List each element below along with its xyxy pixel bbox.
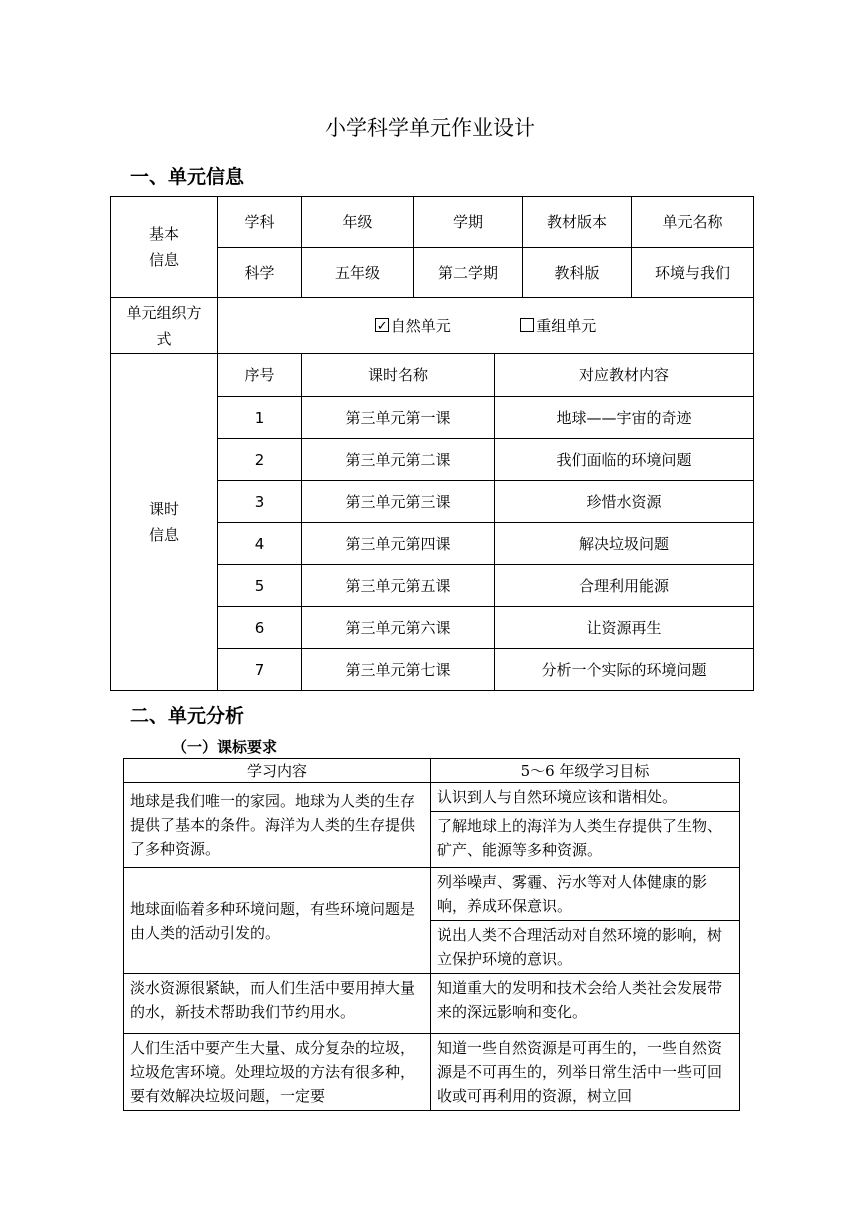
goal-cell: 知道重大的发明和技术会给人类社会发展带来的深远影响和变化。 bbox=[431, 974, 740, 1034]
header-semester: 学期 bbox=[414, 197, 523, 248]
goal-cell: 了解地球上的海洋为人类生存提供了生物、矿产、能源等多种资源。 bbox=[431, 812, 740, 868]
header-learning-content: 学习内容 bbox=[124, 759, 431, 783]
lesson-info-label: 课时 信息 bbox=[111, 354, 218, 691]
header-learning-goals: 5～6 年级学习目标 bbox=[431, 759, 740, 783]
value-textbook: 教科版 bbox=[523, 248, 632, 298]
curriculum-standards-table bbox=[123, 758, 740, 1111]
checkbox-regrouped-unit[interactable] bbox=[520, 318, 534, 332]
lesson-name: 第三单元第五课 bbox=[302, 565, 495, 607]
lesson-name: 第三单元第三课 bbox=[302, 481, 495, 523]
lesson-name: 第三单元第六课 bbox=[302, 607, 495, 649]
value-semester: 第二学期 bbox=[414, 248, 523, 298]
lesson-content: 分析一个实际的环境问题 bbox=[495, 649, 754, 691]
regrouped-unit-label: 重组单元 bbox=[536, 316, 597, 335]
value-unit-name: 环境与我们 bbox=[632, 248, 754, 298]
lesson-no: 3 bbox=[218, 481, 302, 523]
header-textbook: 教材版本 bbox=[523, 197, 632, 248]
header-subject: 学科 bbox=[218, 197, 302, 248]
checkbox-natural-unit[interactable] bbox=[375, 318, 389, 332]
lesson-no: 7 bbox=[218, 649, 302, 691]
lesson-no: 5 bbox=[218, 565, 302, 607]
lesson-name: 第三单元第一课 bbox=[302, 397, 495, 439]
section-heading-unit-analysis: 二、单元分析 bbox=[130, 705, 245, 727]
content-cell: 地球是我们唯一的家园。地球为人类的生存提供了基本的条件。海洋为人类的生存提供了多种资源。 bbox=[124, 783, 431, 868]
subheading-curriculum-standards: （一）课标要求 bbox=[172, 738, 278, 756]
org-label: 单元组织方 式 bbox=[111, 298, 218, 354]
goal-cell: 说出人类不合理活动对自然环境的影响，树立保护环境的意识。 bbox=[431, 921, 740, 974]
header-lesson-content: 对应教材内容 bbox=[495, 354, 754, 397]
unit-info-table bbox=[110, 196, 754, 691]
lesson-content: 地球——宇宙的奇迹 bbox=[495, 397, 754, 439]
lesson-name: 第三单元第七课 bbox=[302, 649, 495, 691]
lesson-content: 解决垃圾问题 bbox=[495, 523, 754, 565]
lesson-no: 2 bbox=[218, 439, 302, 481]
content-cell: 淡水资源很紧缺，而人们生活中要用掉大量的水，新技术帮助我们节约用水。 bbox=[124, 974, 431, 1034]
goal-cell: 列举噪声、雾霾、污水等对人体健康的影响，养成环保意识。 bbox=[431, 868, 740, 921]
lesson-name: 第三单元第二课 bbox=[302, 439, 495, 481]
lesson-name: 第三单元第四课 bbox=[302, 523, 495, 565]
lesson-content: 珍惜水资源 bbox=[495, 481, 754, 523]
lesson-content: 让资源再生 bbox=[495, 607, 754, 649]
goal-cell: 认识到人与自然环境应该和谐相处。 bbox=[431, 783, 740, 812]
header-grade: 年级 bbox=[302, 197, 414, 248]
org-options bbox=[218, 298, 754, 354]
content-cell: 地球面临着多种环境问题，有些环境问题是由人类的活动引发的。 bbox=[124, 868, 431, 974]
basic-info-label: 基本 信息 bbox=[111, 197, 218, 298]
header-lesson-name: 课时名称 bbox=[302, 354, 495, 397]
value-subject: 科学 bbox=[218, 248, 302, 298]
goal-cell: 知道一些自然资源是可再生的，一些自然资源是不可再生的，列举日常生活中一些可回收或可再利用的资源，树立回 bbox=[431, 1034, 740, 1111]
lesson-no: 6 bbox=[218, 607, 302, 649]
lesson-no: 1 bbox=[218, 397, 302, 439]
header-unit-name: 单元名称 bbox=[632, 197, 754, 248]
section-heading-unit-info: 一、单元信息 bbox=[130, 166, 245, 188]
document-title: 小学科学单元作业设计 bbox=[325, 116, 535, 140]
natural-unit-label: 自然单元 bbox=[390, 316, 451, 335]
header-lesson-no: 序号 bbox=[218, 354, 302, 397]
lesson-no: 4 bbox=[218, 523, 302, 565]
value-grade: 五年级 bbox=[302, 248, 414, 298]
lesson-content: 合理利用能源 bbox=[495, 565, 754, 607]
content-cell: 人们生活中要产生大量、成分复杂的垃圾，垃圾危害环境。处理垃圾的方法有很多种，要有效解决垃圾问题，一定要 bbox=[124, 1034, 431, 1111]
lesson-content: 我们面临的环境问题 bbox=[495, 439, 754, 481]
